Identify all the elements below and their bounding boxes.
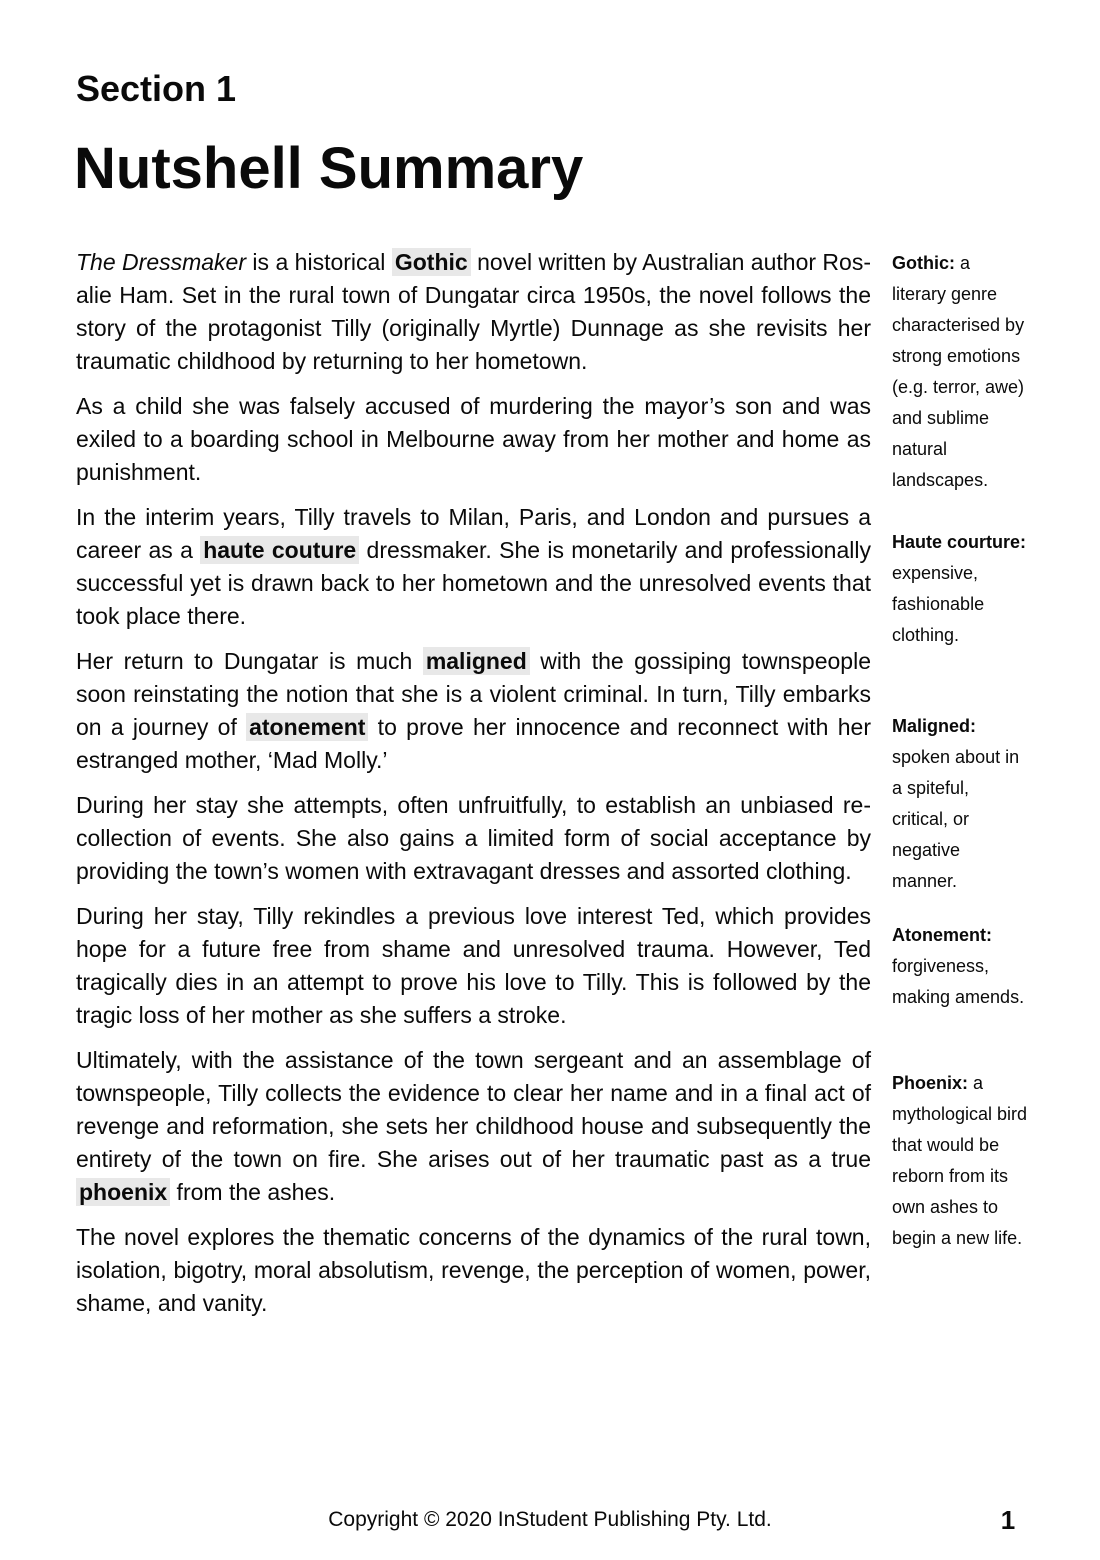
text-run: During her stay she attempts, often unfruitfully, to establish an unbiased recollection of events. She also gains a limited form of social acceptance by providing the town’s women with extravagant dresses and assorted clothing.	[76, 792, 871, 884]
text-run: Ultimately, with the assistance of the town sergeant and an assemblage of townspeople, Tilly collects the evidence to clear her name and in a final act of revenge and reformation, she sets her childhood house and subsequently the entirety of the town on fire. She arises out of her traumatic past as a true	[76, 1047, 871, 1172]
paragraph	[76, 501, 871, 633]
text-run: novel written by Australian author Rosalie Ham. Set in the rural town of Dungatar circa 1950s, the novel follows the story of the protagonist Tilly (originally Myrtle) Dunnage as she revisits her traumatic childhood by returning to her hometown.	[76, 249, 872, 374]
margin-definition: a mythological bird that would be reborn from its own ashes to begin a new life.	[892, 1073, 1028, 1248]
paragraph	[76, 789, 871, 888]
page-number: 1	[1000, 1505, 1016, 1535]
copyright-text: Copyright © 2020 InStudent Publishing Pty. Ltd.	[328, 1508, 772, 1531]
text-run: As a child she was falsely accused of murdering the mayor’s son and was exiled to a boarding school in Melbourne away from her mother and home as punishment.	[76, 393, 871, 485]
text-run: from the ashes.	[170, 1179, 336, 1205]
text-run: During her stay, Tilly rekindles a previous love interest Ted, which provides hope for a future free from shame and unresolved trauma. However, Ted tragically dies in an attempt to prove his love to Tilly. This is followed by the tragic loss of her mother as she suffers a stroke.	[76, 903, 871, 1028]
text-run: In the interim years, Tilly travels to Milan, Paris, and London and pursues a career as a	[76, 504, 871, 563]
paragraph	[76, 645, 871, 777]
paragraph	[76, 900, 871, 1032]
text-run: Her return to Dungatar is much	[76, 648, 423, 674]
book-title: The Dressmaker	[76, 249, 247, 275]
paragraph	[76, 390, 871, 489]
margin-note-phoenix	[892, 1068, 1028, 1254]
highlighted-term: phoenix	[76, 1178, 170, 1206]
margin-term: Maligned:	[892, 716, 976, 736]
margin-definition: a literary genre characterised by strong emotions (e.g. terror, awe) and sublime natural landscapes.	[892, 253, 1025, 490]
margin-notes-column	[892, 0, 1028, 1560]
margin-term: Atonement:	[892, 925, 992, 945]
body-text-column	[76, 246, 871, 1332]
highlighted-term: haute couture	[200, 536, 359, 564]
paragraph	[76, 246, 871, 378]
section-label: Section 1	[76, 68, 237, 109]
page-title: Nutshell Summary	[74, 136, 584, 201]
paragraph	[76, 1044, 871, 1209]
highlighted-term: Gothic	[392, 248, 471, 276]
margin-definition: forgiveness, making amends.	[892, 956, 1025, 1007]
text-run: is a historical	[246, 249, 392, 275]
margin-definition: expensive, fashionable clothing.	[892, 563, 985, 645]
margin-note-atonement	[892, 920, 1028, 1013]
highlighted-term: atonement	[246, 713, 368, 741]
text-run: to prove her innocence and reconnect with her estranged mother, ‘Mad Molly.’	[76, 714, 871, 773]
highlighted-term: maligned	[423, 647, 530, 675]
margin-definition: spoken about in a spiteful, critical, or negative manner.	[892, 747, 1020, 891]
paragraph	[76, 1221, 871, 1320]
margin-term: Gothic:	[892, 253, 955, 273]
margin-note-maligned	[892, 711, 1028, 897]
margin-note-hautecourture	[892, 527, 1028, 651]
text-run: The novel explores the thematic concerns of the dynamics of the rural town, isolation, bigotry, moral absolutism, revenge, the perception of women, power, shame, and vanity.	[76, 1224, 871, 1316]
text-run: with the gossiping townspeople soon reinstating the notion that she is a violent criminal. In turn, Tilly embarks on a journey of	[76, 648, 871, 740]
text-run: dressmaker. She is monetarily and professionally successful yet is drawn back to her hometown and the unresolved events that took place there.	[76, 537, 871, 629]
margin-term: Haute courture:	[892, 532, 1027, 552]
margin-note-gothic	[892, 248, 1028, 496]
margin-term: Phoenix:	[892, 1073, 969, 1093]
